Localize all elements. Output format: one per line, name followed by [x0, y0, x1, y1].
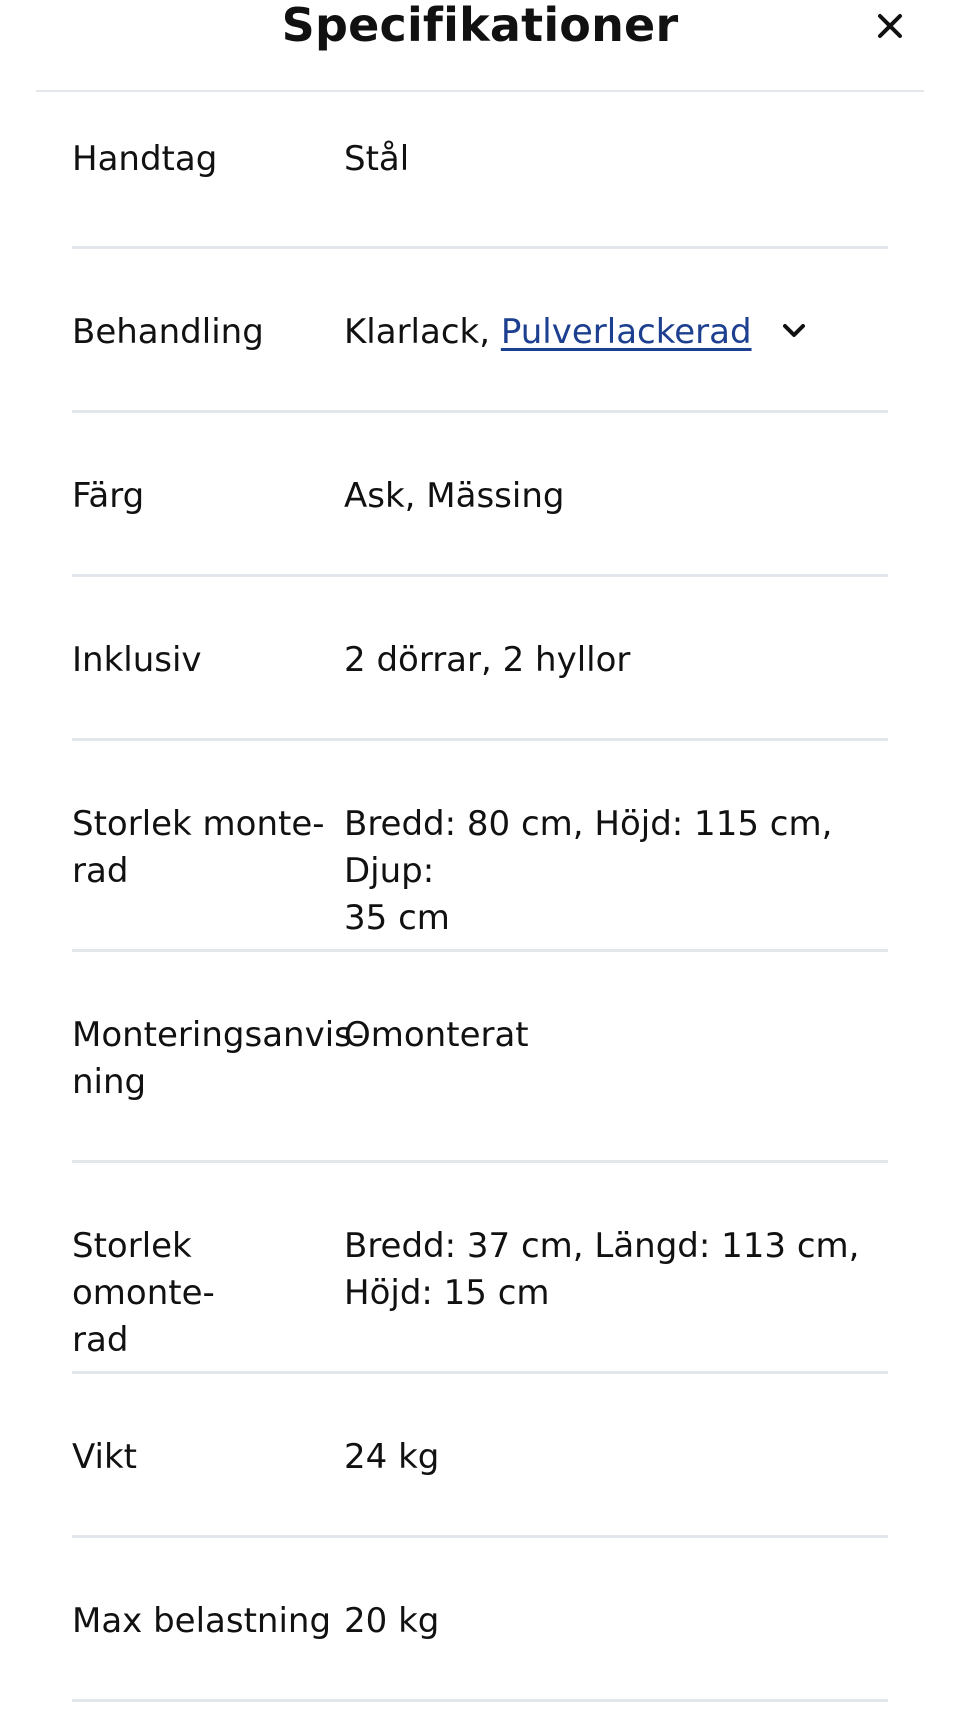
page-title: Specifikationer — [281, 0, 679, 52]
spec-label-line: Storlek omonte- — [72, 1226, 215, 1313]
spec-row-behandling — [72, 249, 888, 413]
spec-label-line: ning — [72, 1062, 147, 1102]
spec-value: 24 kg — [344, 1437, 440, 1477]
spec-value: 20 kg — [344, 1601, 440, 1641]
pulverlackerad-link[interactable]: Pulverlackerad — [500, 312, 752, 352]
spec-label: Behandling — [72, 312, 264, 352]
spec-label-line: rad — [72, 851, 129, 891]
spec-list — [72, 92, 888, 1702]
spec-value — [344, 801, 888, 942]
spec-label: Färg — [72, 476, 145, 516]
spec-label: Max belastning — [72, 1601, 332, 1641]
spec-label — [72, 1012, 365, 1106]
spec-value: Omonterat — [344, 1015, 529, 1055]
spec-label-line: Monteringsanvis- — [72, 1015, 365, 1055]
spec-value: 2 dörrar, 2 hyllor — [344, 640, 631, 680]
spec-value-line: 35 cm — [344, 898, 450, 938]
spec-label-line: rad — [72, 1320, 129, 1360]
expand-button[interactable] — [780, 307, 808, 354]
spec-value — [344, 309, 888, 356]
spec-value-text: Klarlack, — [344, 312, 501, 352]
spec-value: Ask, Mässing — [344, 476, 565, 516]
modal-header — [36, 0, 924, 92]
spec-row-storlek-omonterad — [72, 1163, 888, 1374]
spec-label: Vikt — [72, 1437, 137, 1477]
spec-label-line: Storlek monte- — [72, 804, 325, 844]
spec-label — [72, 1223, 344, 1364]
close-icon — [870, 6, 910, 46]
spec-row-handtag — [72, 92, 888, 249]
spec-value-line: Höjd: 15 cm — [344, 1273, 550, 1313]
spec-value: Stål — [344, 139, 410, 179]
spec-label — [72, 801, 344, 895]
spec-label: Inklusiv — [72, 640, 202, 680]
spec-row-monteringsanvisning — [72, 952, 888, 1163]
spec-label: Handtag — [72, 139, 218, 179]
spec-row-farg — [72, 413, 888, 577]
spec-row-vikt — [72, 1374, 888, 1538]
spec-row-max-belastning — [72, 1538, 888, 1702]
spec-row-storlek-monterad — [72, 741, 888, 952]
spec-value-line: Bredd: 37 cm, Längd: 113 cm, — [344, 1226, 860, 1266]
spec-value — [344, 1223, 888, 1317]
chevron-down-icon — [780, 321, 808, 341]
spec-row-inklusiv — [72, 577, 888, 741]
close-button[interactable] — [870, 6, 910, 46]
spec-value-line: Bredd: 80 cm, Höjd: 115 cm, Djup: — [344, 804, 833, 891]
